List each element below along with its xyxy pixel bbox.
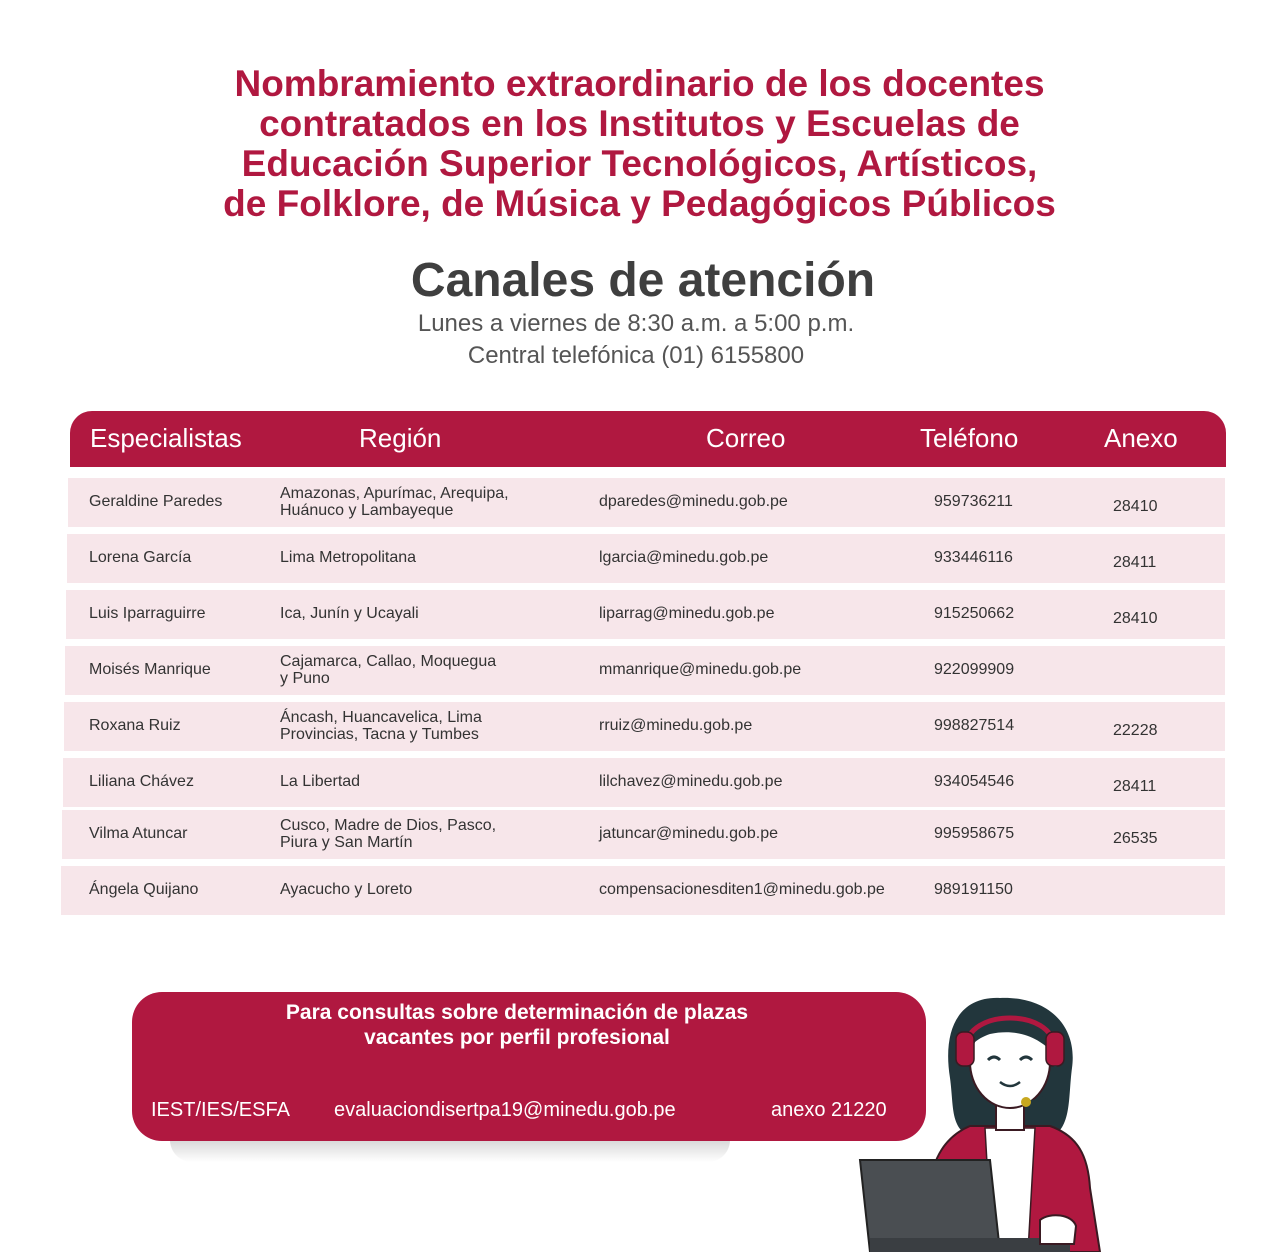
call-center-agent-illustration <box>850 988 1170 1252</box>
anexo-number: 22228 <box>1113 722 1158 739</box>
region-line: Provincias, Tacna y Tumbes <box>280 726 479 743</box>
email-link[interactable]: mmanrique@minedu.gob.pe <box>599 661 802 678</box>
consultas-anexo: anexo 21220 <box>771 1099 887 1121</box>
consultas-label: IEST/IES/ESFA <box>151 1099 290 1121</box>
anexo-number: 28410 <box>1113 498 1158 515</box>
specialist-name: Lorena García <box>89 549 192 566</box>
anexo-number: 26535 <box>1113 830 1158 847</box>
hand <box>1040 1215 1076 1244</box>
headset-ear-right <box>1046 1032 1064 1066</box>
email-link[interactable]: rruiz@minedu.gob.pe <box>599 717 753 734</box>
table-row <box>63 758 1225 807</box>
central-phone: Central telefónica (01) 6155800 <box>467 342 805 369</box>
specialist-name: Vilma Atuncar <box>89 825 188 842</box>
table-header <box>70 411 1226 467</box>
region-line: Piura y San Martín <box>280 834 413 851</box>
anexo-number: 28411 <box>1113 778 1157 795</box>
column-header-region: Región <box>359 423 442 453</box>
table-row <box>62 810 1225 859</box>
title-line: Educación Superior Tecnológicos, Artísticos, <box>241 143 1038 184</box>
region-line: y Puno <box>280 670 330 687</box>
email-link[interactable]: lilchavez@minedu.gob.pe <box>599 773 783 790</box>
headset-mic-tip <box>1021 1097 1031 1107</box>
office-hours: Lunes a viernes de 8:30 a.m. a 5:00 p.m. <box>417 310 855 337</box>
table-row <box>66 590 1225 639</box>
phone-number: 998827514 <box>934 717 1015 734</box>
specialist-name: Liliana Chávez <box>89 773 194 790</box>
title-line: contratados en los Institutos y Escuelas de <box>259 103 1020 144</box>
email-link[interactable]: compensacionesditen1@minedu.gob.pe <box>599 881 885 898</box>
bubble-shadow <box>170 1140 730 1162</box>
column-header-anexo: Anexo <box>1104 423 1178 453</box>
anexo-number: 28410 <box>1113 610 1158 627</box>
table-row <box>64 702 1225 751</box>
specialist-name: Ángela Quijano <box>89 881 199 898</box>
consultas-title <box>132 1000 902 1050</box>
section-title: Canales de atención <box>410 254 876 307</box>
table-row <box>61 866 1225 915</box>
table-row <box>68 478 1225 527</box>
phone-number: 959736211 <box>934 493 1013 510</box>
phone-number: 989191150 <box>934 881 1013 898</box>
phone-number: 922099909 <box>934 661 1015 678</box>
region-line: Ica, Junín y Ucayali <box>280 605 419 622</box>
phone-number: 934054546 <box>934 773 1015 790</box>
specialist-name: Roxana Ruiz <box>89 717 181 734</box>
phone-number: 915250662 <box>934 605 1015 622</box>
column-header-correo: Correo <box>706 423 786 453</box>
region-line: Cusco, Madre de Dios, Pasco, <box>280 817 497 834</box>
phone-number: 933446116 <box>934 549 1013 566</box>
column-header-telefono: Teléfono <box>920 423 1019 453</box>
consultas-box <box>132 992 926 1141</box>
specialist-name: Luis Iparraguirre <box>89 605 206 622</box>
page-title <box>0 64 1279 224</box>
region-line: La Libertad <box>280 773 361 790</box>
region-line: Ayacucho y Loreto <box>280 881 413 898</box>
email-link[interactable]: dparedes@minedu.gob.pe <box>599 493 788 510</box>
column-header-especialistas: Especialistas <box>90 423 242 453</box>
email-link[interactable]: lgarcia@minedu.gob.pe <box>599 549 769 566</box>
table-row <box>65 646 1225 695</box>
region-line: Amazonas, Apurímac, Arequipa, <box>280 485 509 502</box>
consultas-title-line: vacantes por perfil profesional <box>364 1026 670 1049</box>
headset-ear-left <box>956 1032 974 1066</box>
consultas-title-line: Para consultas sobre determinación de plazas <box>285 1001 749 1024</box>
email-link[interactable]: jatuncar@minedu.gob.pe <box>599 825 779 842</box>
specialist-name: Geraldine Paredes <box>89 493 223 510</box>
consultas-email[interactable]: evaluaciondisertpa19@minedu.gob.pe <box>334 1099 676 1121</box>
anexo-number: 28411 <box>1113 554 1157 571</box>
specialist-name: Moisés Manrique <box>89 661 211 678</box>
title-line: Nombramiento extraordinario de los docentes <box>234 63 1045 104</box>
phone-number: 995958675 <box>934 825 1015 842</box>
title-line: de Folklore, de Música y Pedagógicos Públicos <box>223 183 1056 224</box>
table-row <box>67 534 1225 583</box>
region-line: Cajamarca, Callao, Moquegua <box>280 653 497 670</box>
region-line: Áncash, Huancavelica, Lima <box>280 709 482 726</box>
region-line: Huánuco y Lambayeque <box>280 502 454 519</box>
region-line: Lima Metropolitana <box>280 549 417 566</box>
email-link[interactable]: liparrag@minedu.gob.pe <box>599 605 775 622</box>
